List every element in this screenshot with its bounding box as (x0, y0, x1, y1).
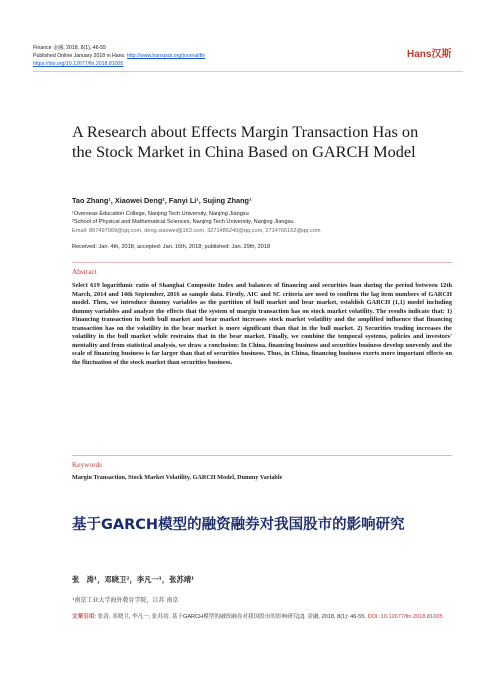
published-line (33, 53, 205, 60)
logo-cn-text: 汉斯 (431, 49, 452, 60)
chinese-affiliation: ¹南京工业大学海外教育学院，江苏 南京 (72, 597, 179, 604)
header-divider (33, 71, 463, 72)
publisher-logo (407, 45, 451, 60)
journal-citation-line: Finance 金融, 2018, 8(1), 46-55 (33, 45, 106, 51)
citation-doi[interactable]: DOI: 10.12677/fin.2018.81005 (367, 614, 443, 620)
chinese-title: 基于GARCH模型的融资融券对我国股市的影响研究 (72, 517, 405, 533)
journal-link[interactable]: http://www.hanspub.org/journal/fin (127, 53, 206, 59)
abstract-divider (72, 262, 452, 263)
paper-authors: Tao Zhang¹, Xiaowei Deng², Fanyi Li¹, Sujing Zhang¹ (72, 196, 252, 205)
keywords-divider (72, 455, 452, 456)
email-line: Email: 867497969@qq.com, deng.xiaowei@163.com, 3271486240@qq.com, 2714766162@qq.com (72, 228, 321, 234)
abstract-heading: Abstract (72, 267, 97, 276)
keywords-text: Margin Transaction, Stock Market Volatility, GARCH Model, Dummy Variable (72, 474, 283, 481)
doi-link[interactable]: https://doi.org/10.12677/fin.2018.81005 (33, 61, 124, 67)
paper-title: A Research about Effects Margin Transaction Has on the Stock Market in China Based on GARCH Model (72, 122, 419, 161)
citation-label: 文章引用: (72, 614, 97, 620)
abstract-text: Select 619 logarithmic ratio of Shanghai Composite Index and balances of financing and securities loan during the period between 12th March, 2014 and 14th September, 2016 as sample data. Firstly, AIC and SC criteria are used to confirm the lag item numbers of GARCH model. Then, we introduce dummy variables as the partition of bull market and bear market, establish GARCH (1,1) model including dummy variables and analyze the effects that the system of margin transaction has on stock market volatility. The results indicate that: 1) Financing transaction in both bull market and bear market increases stock market volatility and the amplified influence that financing transaction has on the volatility in the bear market is more significant than that in the bull market. 2) Securities trading increases the volatility in the bull market while restrains that in the bear market. Finally, we combine the temporal systems, policies and investors' mentality and from statistical analysis, we draw a conclusion: In China, financing business and securities business develop unevenly and the scale of financing business is far larger than that of securities business. Thus, in China, financing business exerts more important effects on the fluctuation of the stock market than securities business. (72, 282, 452, 366)
keywords-heading: Keywords (72, 460, 102, 469)
dates-line: Received: Jan. 4th, 2018; accepted: Jan. 16th, 2018; published: Jan. 29th, 2018 (72, 244, 271, 250)
affiliation-1: ¹Overseas Education College, Nanjing Tech University, Nanjing Jiangsu (72, 211, 249, 217)
affiliation-2: ²School of Physical and Mathematical Sciences, Nanjing Tech University, Nanjing Jiangsu (72, 219, 294, 225)
logo-text: Hans (407, 49, 432, 60)
citation-text: 张涛, 邓晓卫, 李凡一, 张苏靖. 基于GARCH模型的融资融券对我国股市的影响研究[J]. 金融, 2018, 8(1): 46-55. (97, 614, 367, 620)
chinese-authors: 张 涛¹，邓晓卫²，李凡一¹，张苏靖¹ (72, 575, 195, 584)
published-prefix: Published Online January 2018 in Hans. (33, 53, 126, 59)
article-citation (72, 614, 452, 621)
